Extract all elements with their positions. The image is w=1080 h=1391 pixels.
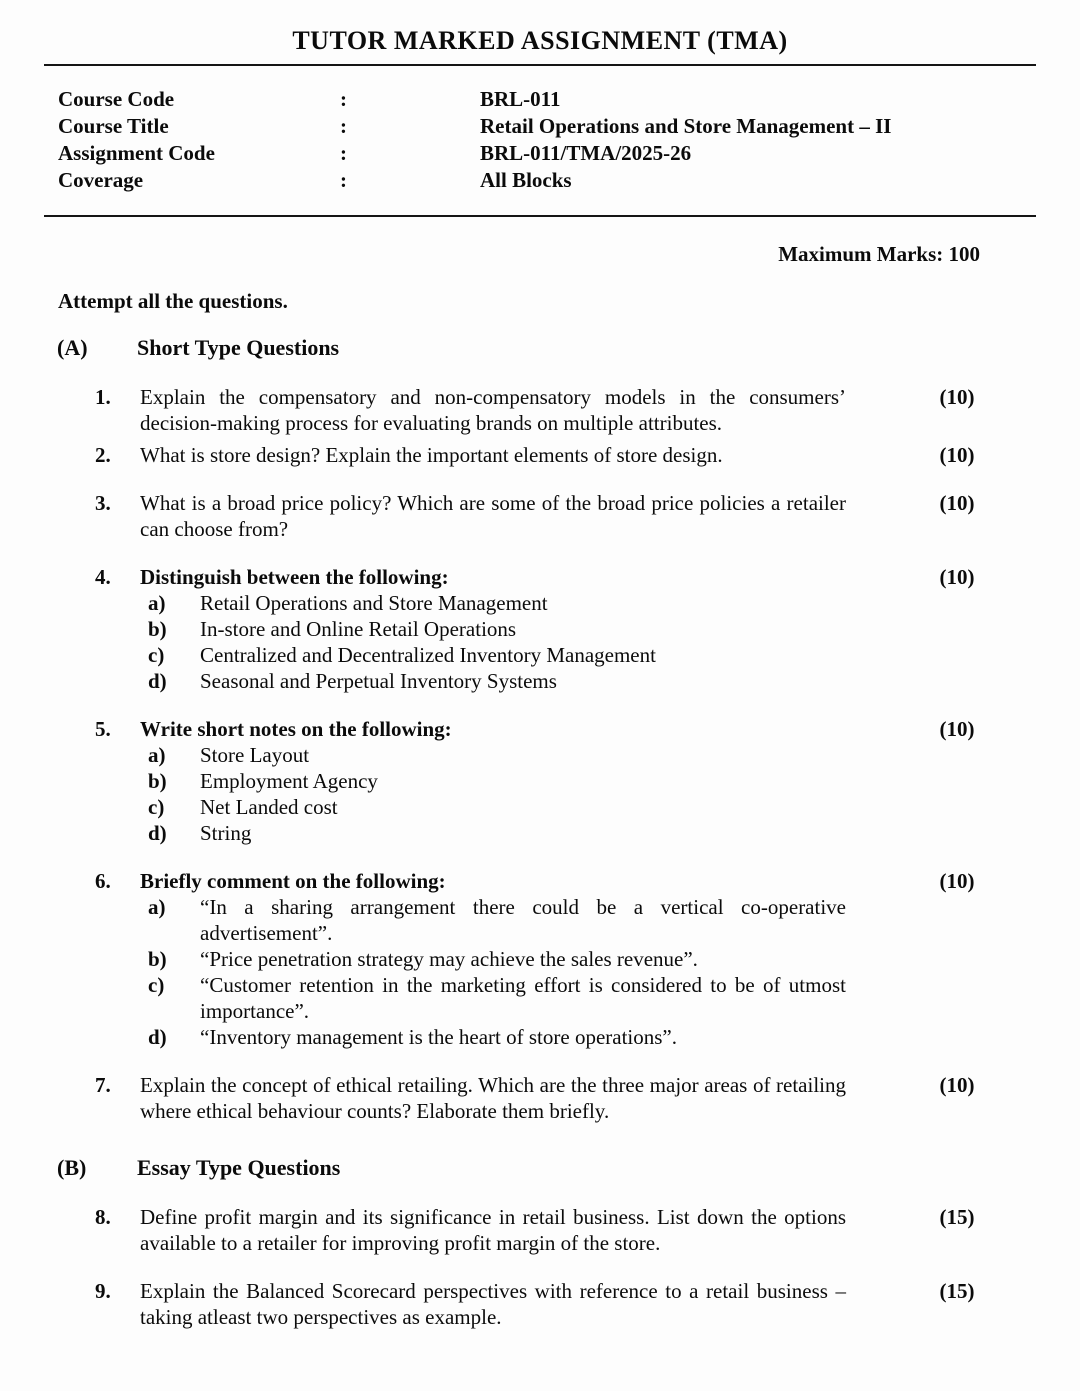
question-row-1 xyxy=(95,384,1022,436)
course-field-row xyxy=(58,167,1080,194)
question-marks: (15) xyxy=(939,1205,975,1229)
subitem-row xyxy=(148,642,846,668)
section-b-title: Essay Type Questions xyxy=(137,1155,341,1180)
question-text: Explain the compensatory and non-compensatory models in the consumers’ decision-making process for evaluating brands on multiple attributes. xyxy=(140,385,846,435)
title-rule xyxy=(44,64,1036,66)
question-text: Explain the concept of ethical retailing. Which are the three major areas of retailing where ethical behaviour counts? Elaborate them briefly. xyxy=(140,1073,846,1123)
question-body xyxy=(140,490,892,542)
question-marks: (10) xyxy=(939,565,975,589)
document-title: TUTOR MARKED ASSIGNMENT (TMA) xyxy=(292,26,788,55)
question-number: 6. xyxy=(95,869,111,893)
subitem-row xyxy=(148,590,846,616)
subitem-letter: d) xyxy=(148,1025,167,1049)
subitem-letter: d) xyxy=(148,821,167,845)
subitem-text: Seasonal and Perpetual Inventory Systems xyxy=(200,669,557,693)
subitem-row xyxy=(148,742,846,768)
question-number: 4. xyxy=(95,565,111,589)
question-body xyxy=(140,868,892,1050)
course-field-colon: : xyxy=(340,114,347,138)
question-number: 3. xyxy=(95,491,111,515)
subitem-letter: b) xyxy=(148,769,167,793)
section-b-header xyxy=(57,1154,1080,1182)
question-body xyxy=(140,442,892,468)
subitem-text: Store Layout xyxy=(200,743,310,767)
course-field-value: Retail Operations and Store Management – II xyxy=(480,114,892,138)
question-text: What is store design? Explain the important elements of store design. xyxy=(140,443,723,467)
section-a-id: (A) xyxy=(57,335,88,360)
question-marks: (10) xyxy=(939,869,975,893)
course-field-value: BRL-011 xyxy=(480,87,561,111)
question-row-7 xyxy=(95,1072,1022,1124)
subitem-letter: c) xyxy=(148,795,165,819)
question-row-5 xyxy=(95,716,1022,846)
course-field-colon: : xyxy=(340,87,347,111)
question-body xyxy=(140,1204,892,1256)
max-marks-label: Maximum Marks: 100 xyxy=(778,242,980,266)
subitem-letter: c) xyxy=(148,973,165,997)
subitem-letter: a) xyxy=(148,895,166,919)
subitem-text: Retail Operations and Store Management xyxy=(200,591,548,615)
question-number: 8. xyxy=(95,1205,111,1229)
course-field-label: Assignment Code xyxy=(58,141,215,165)
instruction-text: Attempt all the questions. xyxy=(58,289,288,313)
section-a-header xyxy=(57,334,1080,362)
subitem-row xyxy=(148,794,846,820)
subitem-text: “Price penetration strategy may achieve the sales revenue”. xyxy=(200,947,698,971)
question-number: 2. xyxy=(95,443,111,467)
course-field-label: Course Title xyxy=(58,114,169,138)
question-marks: (10) xyxy=(939,491,975,515)
subitem-text: “Inventory management is the heart of store operations”. xyxy=(200,1025,677,1049)
course-field-row xyxy=(58,140,1080,167)
subitem-text: Employment Agency xyxy=(200,769,378,793)
subitem-row xyxy=(148,1024,846,1050)
subitem-letter: d) xyxy=(148,669,167,693)
question-marks: (15) xyxy=(939,1279,975,1303)
course-field-label: Coverage xyxy=(58,168,144,192)
question-text: Define profit margin and its significance in retail business. List down the options available to a retailer for improving profit margin of the store. xyxy=(140,1205,846,1255)
question-row-6 xyxy=(95,868,1022,1050)
course-field-colon: : xyxy=(340,168,347,192)
question-marks: (10) xyxy=(939,443,975,467)
question-number: 7. xyxy=(95,1073,111,1097)
question-text: Briefly comment on the following: xyxy=(140,869,446,893)
subitem-text: String xyxy=(200,821,252,845)
subitem-row xyxy=(148,972,846,1024)
course-field-colon: : xyxy=(340,141,347,165)
subitem-letter: b) xyxy=(148,617,167,641)
subitem-text: Centralized and Decentralized Inventory Management xyxy=(200,643,656,667)
subitem-row xyxy=(148,668,846,694)
question-body xyxy=(140,1072,892,1124)
course-field-row xyxy=(58,86,1080,113)
header-separator-rule xyxy=(44,215,1036,217)
subitem-row xyxy=(148,894,846,946)
question-marks: (10) xyxy=(939,717,975,741)
course-field-value: All Blocks xyxy=(480,168,572,192)
question-number: 5. xyxy=(95,717,111,741)
question-body xyxy=(140,564,892,694)
question-text: What is a broad price policy? Which are some of the broad price policies a retailer can choose from? xyxy=(140,491,846,541)
question-body xyxy=(140,1278,892,1330)
question-text: Explain the Balanced Scorecard perspectives with reference to a retail business –taking atleast two perspectives as example. xyxy=(140,1279,846,1329)
course-field-row xyxy=(58,113,1080,140)
question-text: Distinguish between the following: xyxy=(140,565,449,589)
question-row-8 xyxy=(95,1204,1022,1256)
subitem-text: In-store and Online Retail Operations xyxy=(200,617,517,641)
subitem-letter: b) xyxy=(148,947,167,971)
subitem-text: Net Landed cost xyxy=(200,795,338,819)
question-row-4 xyxy=(95,564,1022,694)
subitem-text: “Customer retention in the marketing effort is considered to be of utmost importance”. xyxy=(200,973,846,1023)
course-field-label: Course Code xyxy=(58,87,175,111)
subitem-row xyxy=(148,616,846,642)
subitem-row xyxy=(148,768,846,794)
question-marks: (10) xyxy=(939,385,975,409)
section-b-id: (B) xyxy=(57,1155,87,1180)
question-text: Write short notes on the following: xyxy=(140,717,452,741)
course-field-value: BRL-011/TMA/2025-26 xyxy=(480,141,692,165)
subitem-row xyxy=(148,946,846,972)
question-number: 9. xyxy=(95,1279,111,1303)
subitem-row xyxy=(148,820,846,846)
question-row-2 xyxy=(95,442,1022,468)
question-number: 1. xyxy=(95,385,111,409)
subitem-letter: a) xyxy=(148,743,166,767)
question-row-9 xyxy=(95,1278,1022,1330)
subitem-letter: a) xyxy=(148,591,166,615)
section-a-title: Short Type Questions xyxy=(137,335,340,360)
subitem-text: “In a sharing arrangement there could be a vertical co-operative advertisement”. xyxy=(200,895,846,945)
question-marks: (10) xyxy=(939,1073,975,1097)
question-row-3 xyxy=(95,490,1022,542)
course-info-table xyxy=(58,86,1080,194)
question-body xyxy=(140,716,892,846)
subitem-letter: c) xyxy=(148,643,165,667)
question-body xyxy=(140,384,892,436)
